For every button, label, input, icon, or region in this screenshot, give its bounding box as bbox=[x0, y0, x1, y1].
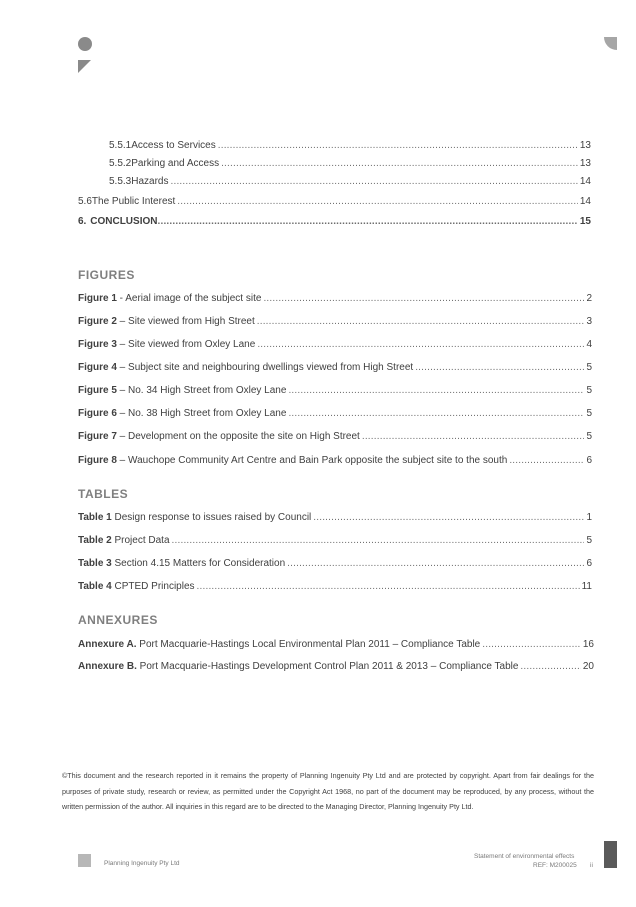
dot-leader bbox=[520, 660, 580, 674]
copyright-notice: ©This document and the research reported in it remains the property of Planning Ingenuity Pty Ltd and are protected by copyright. Apart from fair dealings for the purposes of private study, research or review, as permitted under the Copyright Act 1968, no part of the document may be reproduced, by any process, without the written permission of the author. All inquiries in this regard are to be directed to the Managing Director, Planning Ingenuity Pty Ltd. bbox=[62, 771, 594, 811]
dot-leader bbox=[177, 195, 578, 209]
dot-leader bbox=[288, 384, 584, 398]
dot-leader bbox=[257, 338, 584, 352]
table-entry[interactable]: Table 2 Project Data ..... 5 bbox=[78, 534, 592, 548]
decorative-corner bbox=[604, 37, 617, 50]
annexure-entry[interactable]: Annexure A. Port Macquarie-Hastings Local Environmental Plan 2011 – Compliance Table ..... 16 bbox=[78, 638, 594, 652]
figures-heading: FIGURES bbox=[78, 268, 135, 282]
figure-entry[interactable]: Figure 4 – Subject site and neighbouring dwellings viewed from High Street ..... 5 bbox=[78, 361, 592, 375]
figure-entry[interactable]: Figure 5 – No. 34 High Street from Oxley Lane ..... 5 bbox=[78, 384, 592, 398]
figure-entry[interactable]: Figure 1 - Aerial image of the subject site ..... 2 bbox=[78, 292, 592, 306]
tables-heading: TABLES bbox=[78, 487, 129, 501]
dot-leader bbox=[171, 175, 578, 189]
dot-leader bbox=[221, 157, 578, 171]
footer-reference: REF: M200025 bbox=[533, 862, 577, 869]
dot-leader bbox=[157, 215, 577, 229]
annexures-heading: ANNEXURES bbox=[78, 613, 158, 627]
decorative-circle bbox=[78, 37, 92, 51]
footer-company: Planning Ingenuity Pty Ltd bbox=[104, 860, 180, 867]
dot-leader bbox=[415, 361, 584, 375]
toc-entry[interactable]: 5.5.2 Parking and Access ..... 13 bbox=[109, 157, 591, 171]
dot-leader bbox=[287, 557, 584, 571]
figure-entry[interactable]: Figure 8 – Wauchope Community Art Centre and Bain Park opposite the subject site to the south ..... 6 bbox=[78, 454, 592, 468]
toc-entry[interactable]: 5.5.1 Access to Services ..... 13 bbox=[109, 139, 591, 153]
dot-leader bbox=[257, 315, 585, 329]
dot-leader bbox=[362, 430, 585, 444]
footer-logo-mark bbox=[78, 854, 91, 867]
dot-leader bbox=[263, 292, 584, 306]
toc-entry[interactable]: 5.5.3 Hazards ..... 14 bbox=[109, 175, 591, 189]
dot-leader bbox=[218, 139, 578, 153]
table-entry[interactable]: Table 4 CPTED Principles ..... 11 bbox=[78, 580, 592, 594]
figure-entry[interactable]: Figure 3 – Site viewed from Oxley Lane ..... 4 bbox=[78, 338, 592, 352]
dot-leader bbox=[288, 407, 584, 421]
figure-entry[interactable]: Figure 6 – No. 38 High Street from Oxley Lane ..... 5 bbox=[78, 407, 592, 421]
table-entry[interactable]: Table 3 Section 4.15 Matters for Consideration ..... 6 bbox=[78, 557, 592, 571]
toc-entry-conclusion[interactable]: 6. CONCLUSION ..... 15 bbox=[78, 215, 591, 229]
footer-accent-bar bbox=[604, 841, 617, 868]
decorative-triangle bbox=[78, 60, 91, 73]
dot-leader bbox=[509, 454, 584, 468]
figure-entry[interactable]: Figure 7 – Development on the opposite the site on High Street ..... 5 bbox=[78, 430, 592, 444]
dot-leader bbox=[197, 580, 580, 594]
annexure-entry[interactable]: Annexure B. Port Macquarie-Hastings Development Control Plan 2011 & 2013 – Compliance Table ..... 20 bbox=[78, 660, 594, 674]
toc-entry[interactable]: 5.6 The Public Interest ..... 14 bbox=[78, 195, 591, 209]
dot-leader bbox=[313, 511, 584, 525]
footer-page-number: ii bbox=[590, 862, 593, 869]
dot-leader bbox=[482, 638, 581, 652]
footer-document-title: Statement of environmental effects bbox=[474, 853, 575, 860]
figure-entry[interactable]: Figure 2 – Site viewed from High Street ..... 3 bbox=[78, 315, 592, 329]
table-entry[interactable]: Table 1 Design response to issues raised by Council ..... 1 bbox=[78, 511, 592, 525]
dot-leader bbox=[172, 534, 585, 548]
